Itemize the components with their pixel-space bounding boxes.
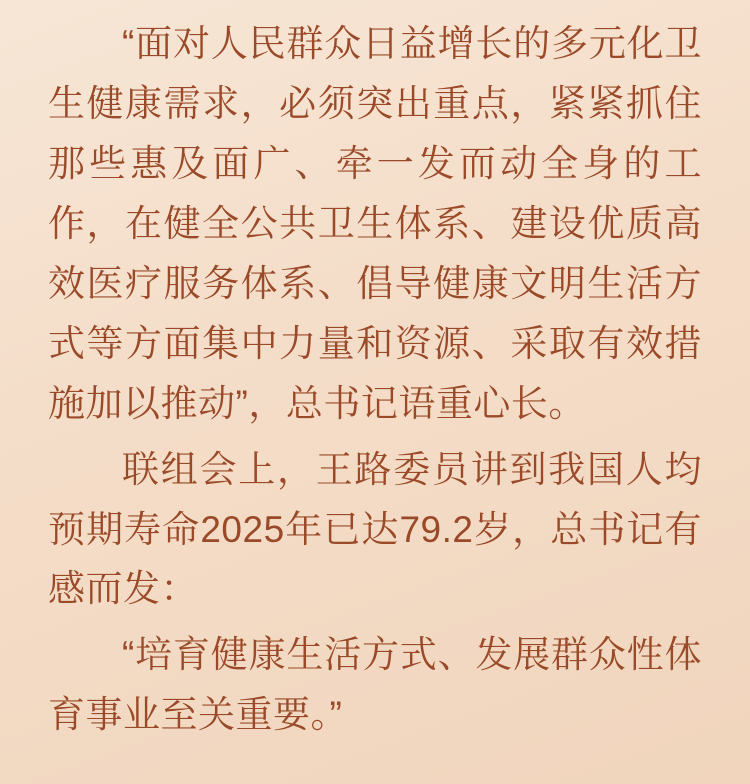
paragraph-2: 联组会上，王路委员讲到我国人均预期寿命2025年已达79.2岁，总书记有感而发： bbox=[48, 448, 702, 610]
paragraph-3: “培育健康生活方式、发展群众性体育事业至关重要。” bbox=[48, 634, 702, 736]
paragraph-1: “面对人民群众日益增长的多元化卫生健康需求，必须突出重点，紧紧抓住那些惠及面广、牵一发而动全身的工作，在健全公共卫生体系、建设优质高效医疗服务体系、倡导健康文明生活方式等方面集中力量和资源、采取有效措施加以推动”，总书记语重心长。 bbox=[48, 23, 702, 424]
article-body bbox=[48, 14, 702, 745]
